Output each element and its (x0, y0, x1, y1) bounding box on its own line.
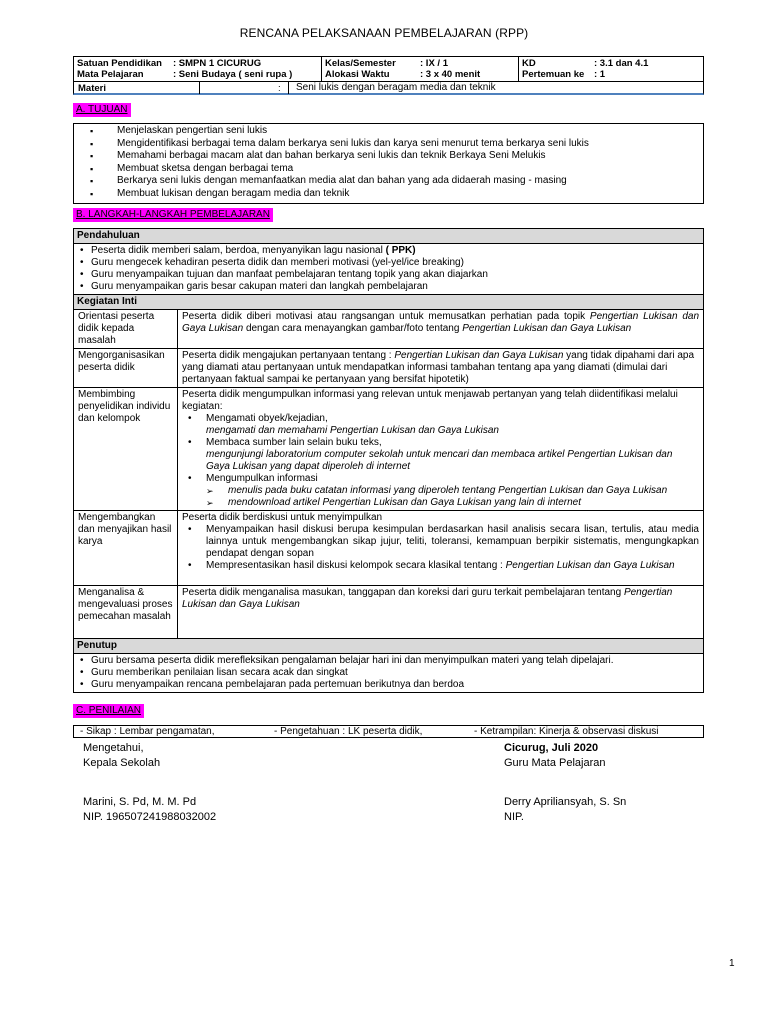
materi-divider (288, 82, 289, 94)
satuan-label: Satuan Pendidikan (77, 58, 162, 69)
penilaian-pengetahuan: - Pengetahuan : LK peserta didik, (274, 726, 423, 737)
list-item: • Menyampaikan hasil diskusi berupa kesimpulan berdasarkan hasil analisis secara lisan, tertulis, atau media lainnya untuk mengembangkan sikap jujur, teliti, toleransi, kemampuan berpikir sistematis, mengungkapkan pendapat dengan sopan (182, 524, 699, 560)
signature-left (83, 741, 160, 771)
organisasi-text-b: yang tidak dipahami dari apa yang diamati atau pertanyaan untuk mendapatkan informasi tambahan tentang apa yang diamati (dimulai dari pertanyaan faktual sampai ke pertanyaan yang bersifat hipotetik) (182, 350, 695, 385)
orientasi-mid: dengan cara menayangkan gambar/foto tentang (245, 323, 460, 334)
pendahuluan-list (78, 245, 699, 293)
kd-value: : 3.1 dan 4.1 (594, 58, 649, 69)
organisasi-text: Peserta didik mengajukan pertanyaan tentang : (182, 350, 392, 361)
list-item: • Guru mengecek kehadiran peserta didik dan memberi motivasi (yel-yel/ice breaking) (78, 257, 699, 269)
kepsek-title: Kepala Sekolah (83, 757, 161, 769)
step-content-orientasi (178, 310, 704, 349)
list-item: ➢ mendownload artikel Pengertian Lukisan dan Gaya Lukisan yang lain di internet (182, 497, 699, 509)
membimbing-intro: Peserta didik mengumpulkan informasi yang relevan untuk menjawab pertanyan yang telah diidentifikasi melalui kegiatan: (182, 389, 678, 412)
ppk-tag: ( PPK) (385, 245, 416, 256)
menganalisa-text: Peserta didik menganalisa masukan, tanggapan dan koreksi dari guru terkait pembelajaran tentang (182, 587, 622, 598)
list-item: ▪ Memahami berbagai macam alat dan bahan berkarya seni lukis dan teknik Berkaya Seni Melukis (74, 150, 703, 163)
signature-right (504, 741, 606, 771)
list-item: ▪ Membuat sketsa dengan berbagai tema (74, 163, 703, 176)
place-date: Cicurug, Juli 2020 (504, 742, 599, 754)
list-item: ▪ Membuat lukisan dengan beragam media dan teknik (74, 188, 703, 201)
materi-value: Seni lukis dengan beragam media dan teknik (296, 82, 496, 93)
kegiatan-inti-header: Kegiatan Inti (74, 295, 704, 310)
signature-left-name (83, 795, 216, 825)
step-content-organisasi (178, 349, 704, 388)
signature-right-name (504, 795, 626, 825)
list-item: ▪ Menjelaskan pengertian seni lukis (74, 125, 703, 138)
penilaian-sikap: - Sikap : Lembar pengamatan, (80, 726, 215, 737)
mapel-value: : Seni Budaya ( seni rupa ) (173, 69, 293, 80)
organisasi-topic: Pengertian Lukisan dan Gaya Lukisan (394, 350, 564, 361)
list-item: ▪ Mengidentifikasi berbagai tema dalam berkarya seni lukis dan karya seni menurut tema berkarya seni lukis (74, 138, 703, 151)
kd-label: KD (522, 58, 536, 69)
document-title: RENCANA PELAKSANAAN PEMBELAJARAN (RPP) (239, 26, 529, 40)
step-label-membimbing: Membimbing penyelidikan individu dan kelompok (74, 388, 178, 511)
orientasi-text: Peserta didik diberi motivasi atau rangsangan untuk memusatkan perhatian pada topik (182, 311, 586, 322)
header-info-table (73, 56, 704, 82)
page-number: 1 (729, 958, 735, 969)
list-item: • Guru menyampaikan rencana pembelajaran pada pertemuan berikutnya dan berdoa (78, 679, 699, 691)
materi-label: Materi (78, 83, 106, 94)
section-heading-penilaian: C. PENILAIAN (73, 704, 144, 718)
membaca-detail: mengunjungi laboratorium computer sekolah untuk mencari dan membaca artikel Pengertian Lukisan dan Gaya Lukisan yang dapat diperoleh di internet (206, 449, 673, 472)
header-cell-kd (519, 57, 704, 82)
materi-divider (199, 82, 200, 94)
list-item: ➢ menulis pada buku catatan informasi yang diperoleh tentang Pengertian Lukisan dan Gaya Lukisan (182, 485, 699, 497)
step-label-organisasi: Mengorganisasikan peserta didik (74, 349, 178, 388)
membimbing-list (182, 413, 699, 485)
list-item: ▪ Berkarya seni lukis dengan memanfaatkan media alat dan bahan yang ada didaerah masing - masing (74, 175, 703, 188)
header-cell-school (74, 57, 322, 82)
tujuan-box (73, 123, 704, 204)
mengembangkan-b2-topic: Pengertian Lukisan dan Gaya Lukisan (505, 560, 675, 571)
mengumpulkan-sublist (182, 485, 699, 509)
menganalisa-topic: Pengertian Lukisan dan Gaya Lukisan (182, 587, 673, 610)
mengembangkan-b2-text: Mempresentasikan hasil diskusi kelompok secara klasikal tentang : (206, 560, 503, 571)
mapel-label: Mata Pelajaran (77, 69, 144, 80)
mengetahui-label: Mengetahui, (83, 742, 144, 754)
materi-colon: : (278, 83, 281, 94)
step-label-orientasi: Orientasi peserta didik kepada masalah (74, 310, 178, 349)
step-content-mengembangkan (178, 511, 704, 586)
kelas-label: Kelas/Semester (325, 58, 396, 69)
list-item: • Guru menyampaikan garis besar cakupan materi dan langkah pembelajaran (78, 281, 699, 293)
alokasi-label: Alokasi Waktu (325, 69, 390, 80)
membaca-text: Membaca sumber lain selain buku teks, (206, 437, 382, 448)
pertemuan-value: : 1 (594, 69, 606, 80)
penutup-cell (74, 654, 704, 693)
list-item-text: Peserta didik memberi salam, berdoa, menyanyikan lagu nasional (91, 245, 383, 256)
step-label-mengembangkan: Mengembangkan dan menyajikan hasil karya (74, 511, 178, 586)
pendahuluan-cell (74, 244, 704, 295)
pendahuluan-header: Pendahuluan (74, 229, 704, 244)
list-item: • Guru bersama peserta didik merefleksikan pengalaman belajar hari ini dan menyimpulkan materi yang telah dipelajari. (78, 655, 699, 667)
materi-row (73, 81, 704, 95)
kepsek-nip: NIP. 196507241988032002 (83, 811, 217, 823)
list-item (182, 560, 699, 572)
kelas-value: : IX / 1 (420, 58, 448, 69)
list-item (182, 413, 699, 437)
header-cell-class (322, 57, 519, 82)
penutup-list (78, 655, 699, 691)
orientasi-topic-2: Pengertian Lukisan dan Gaya Lukisan (462, 323, 632, 334)
mengembangkan-intro: Peserta didik berdiskusi untuk menyimpulkan (182, 512, 383, 523)
alokasi-value: : 3 x 40 menit (420, 69, 481, 80)
guru-nip: NIP. (504, 811, 524, 823)
step-content-menganalisa (178, 586, 704, 639)
list-item: • Guru menyampaikan tujuan dan manfaat pembelajaran tentang topik yang akan diajarkan (78, 269, 699, 281)
penutup-header: Penutup (74, 639, 704, 654)
mengembangkan-list (182, 524, 699, 572)
tujuan-list (74, 125, 703, 200)
list-item: • Guru memberikan penilaian lisan secara acak dan singkat (78, 667, 699, 679)
guru-name: Derry Apriliansyah, S. Sn (504, 796, 627, 808)
guru-title: Guru Mata Pelajaran (504, 757, 606, 769)
penilaian-keterampilan: - Ketrampilan: Kinerja & observasi diskusi (474, 726, 659, 737)
mengamati-text: Mengamati obyek/kejadian, (206, 413, 328, 424)
penilaian-row (73, 725, 704, 738)
step-label-menganalisa: Menganalisa & mengevaluasi proses pemecahan masalah (74, 586, 178, 639)
langkah-table (73, 228, 704, 693)
list-item (182, 437, 699, 473)
list-item (78, 245, 699, 257)
section-heading-langkah: B. LANGKAH-LANGKAH PEMBELAJARAN (73, 208, 273, 222)
orientasi-topic: Pengertian Lukisan dan Gaya Lukisan (182, 311, 700, 334)
pertemuan-label: Pertemuan ke (522, 69, 585, 80)
kepsek-name: Marini, S. Pd, M. M. Pd (83, 796, 197, 808)
step-content-membimbing (178, 388, 704, 511)
list-item: • Mengumpulkan informasi (182, 473, 699, 485)
section-heading-tujuan: A. TUJUAN (73, 103, 131, 117)
mengamati-detail: mengamati dan memahami Pengertian Lukisan dan Gaya Lukisan (206, 425, 499, 436)
satuan-value: : SMPN 1 CICURUG (173, 58, 262, 69)
